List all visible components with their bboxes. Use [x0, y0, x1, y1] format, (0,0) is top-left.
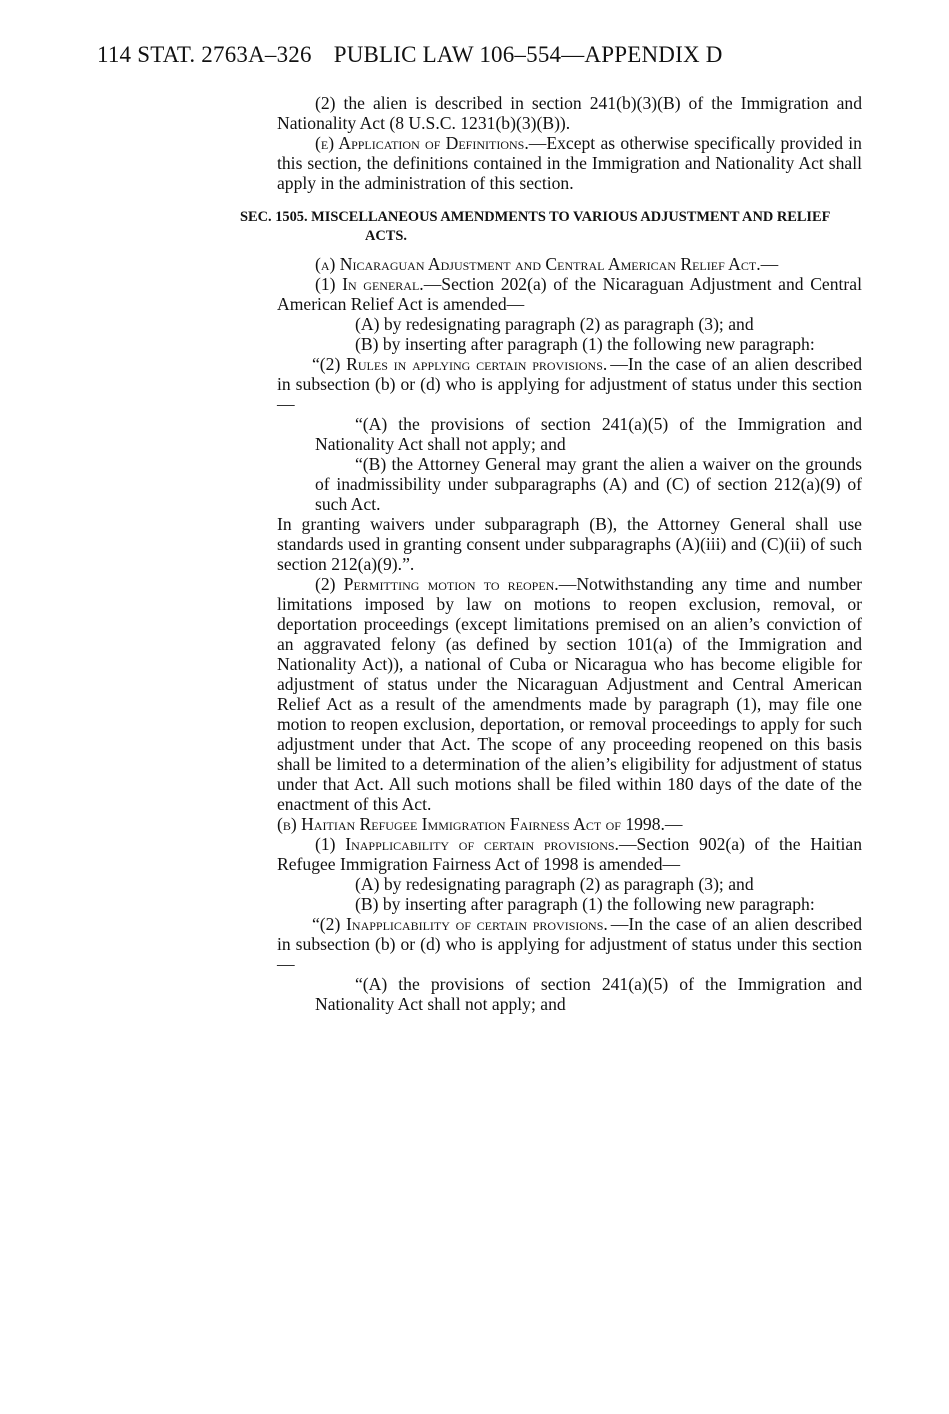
paragraph-a1-heading: (1) In general. [315, 274, 424, 294]
paragraph-2: (2) the alien is described in section 241(b)(3)(B) of the Immigration and Nationality Act (8 U.S.C. 1231(b)(3)(B)). [277, 93, 862, 133]
subparagraph-a1-B: (B) by inserting after paragraph (1) the following new paragraph: [355, 334, 815, 354]
quoted-subparagraph-B: “(B) the Attorney General may grant the alien a waiver on the grounds of inadmissibility under subparagraphs (A) and (C) of section 212(a)(9) of such Act. [315, 454, 862, 514]
paragraph-b1-heading: (1) Inapplicability of certain provisions. [315, 834, 619, 854]
subsection-e-heading: (e) Application of Definitions. [315, 133, 529, 153]
quoted-paragraph-b2 [277, 914, 862, 974]
statute-citation: 114 STAT. 2763A–326 [97, 42, 312, 67]
quoted-paragraph-b2-text: —In the case of an alien described in subsection (b) or (d) who is applying for adjustment of status under this section— [277, 914, 862, 974]
subparagraph-b1-A: (A) by redesignating paragraph (2) as paragraph (3); and [355, 874, 754, 894]
section-heading: SEC. 1505. MISCELLANEOUS AMENDMENTS TO VARIOUS ADJUSTMENT AND RELIEF ACTS. [240, 209, 830, 244]
quoted-paragraph-2-text: —In the case of an alien described in subsection (b) or (d) who is applying for adjustment of status under this section— [277, 354, 862, 414]
paragraph-b1 [277, 834, 862, 874]
subsection-e-text: —Except as otherwise specifically provided in this section, the definitions contained in the Immigration and Nationality Act shall apply in the administration of this section. [277, 133, 862, 193]
quoted-paragraph-2-tail: In granting waivers under subparagraph (B), the Attorney General shall use standards used in granting consent under subparagraphs (A)(iii) and (C)(ii) of such section 212(a)(9).”. [277, 514, 862, 574]
subparagraph-a1-A: (A) by redesignating paragraph (2) as paragraph (3); and [355, 314, 754, 334]
subsection-b-heading: (b) Haitian Refugee Immigration Fairness Act of 1998.— [277, 814, 683, 834]
page-header [97, 42, 723, 68]
quoted-paragraph-2-heading: “(2) Rules in applying certain provisions. [312, 354, 608, 374]
document-body [240, 93, 863, 1014]
paragraph-a2 [277, 574, 862, 814]
quoted-paragraph-b2-heading: “(2) Inapplicability of certain provisions. [312, 914, 608, 934]
public-law-title: PUBLIC LAW 106–554—APPENDIX D [333, 42, 723, 67]
paragraph-b1-text: —Section 902(a) of the Haitian Refugee Immigration Fairness Act of 1998 is amended— [277, 834, 863, 874]
subsection-e [277, 133, 862, 193]
paragraph-a1-text: —Section 202(a) of the Nicaraguan Adjustment and Central American Relief Act is amended— [277, 274, 862, 314]
quoted-subparagraph-b-A: “(A) the provisions of section 241(a)(5) of the Immigration and Nationality Act shall not apply; and [315, 974, 862, 1014]
paragraph-a1 [277, 274, 862, 314]
subsection-a-heading: (a) Nicaraguan Adjustment and Central American Relief Act.— [315, 254, 779, 274]
subparagraph-b1-B: (B) by inserting after paragraph (1) the following new paragraph: [355, 894, 815, 914]
quoted-subparagraph-A: “(A) the provisions of section 241(a)(5) of the Immigration and Nationality Act shall not apply; and [315, 414, 862, 454]
paragraph-a2-heading: (2) Permitting motion to reopen. [315, 574, 559, 594]
paragraph-a2-text: —Notwithstanding any time and number limitations imposed by law on motions to reopen exclusion, removal, or deportation proceedings (except limitations premised on an alien’s conviction of an aggravated felony (as defined by section 101(a) of the Immigration and Nationality Act)), a national of Cuba or Nicaragua who has become eligible for adjustment of status under the Nicaraguan Adjustment and Central American Relief Act as a result of the amendments made by paragraph (1), may file one motion to reopen exclusion, deportation, or removal proceedings to apply for such adjustment under that Act. The scope of any proceeding reopened on this basis shall be limited to a determination of the alien’s eligibility for adjustment of status under that Act. All such motions shall be filed within 180 days of the date of the enactment of this Act. [277, 574, 862, 814]
quoted-paragraph-2 [277, 354, 862, 414]
